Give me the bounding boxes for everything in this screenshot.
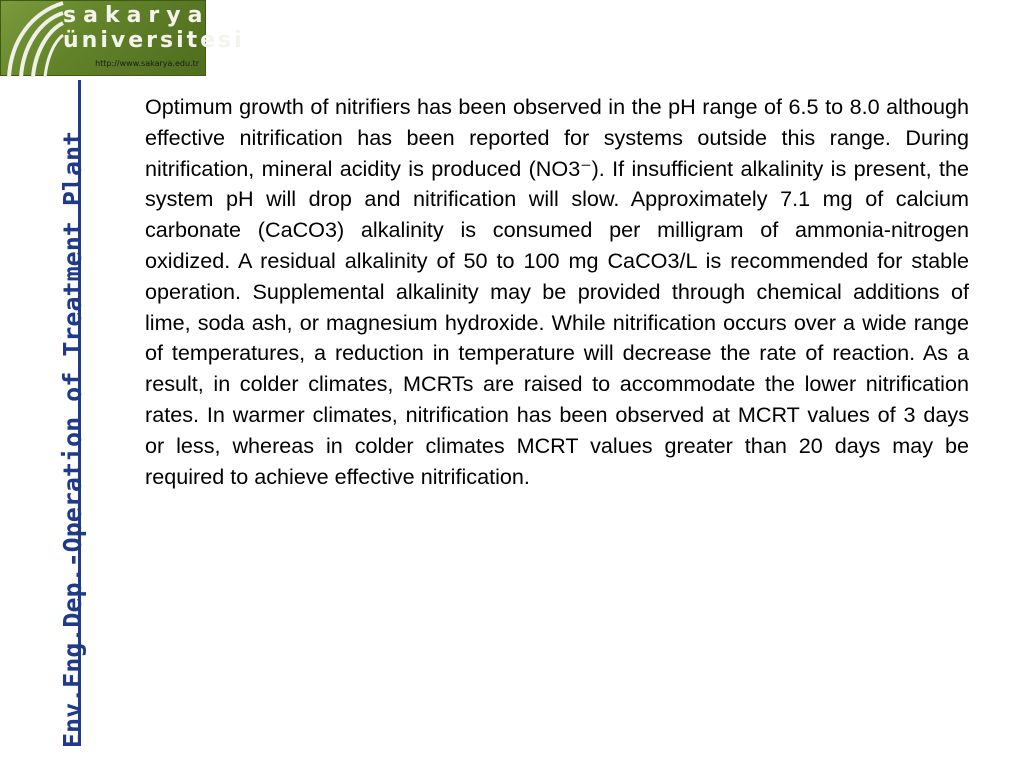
- logo-swoosh-icon: [1, 1, 63, 77]
- body-paragraph: Optimum growth of nitrifiers has been observed in the pH range of 6.5 to 8.0 although effective nitrification has been reported for systems outside this range. During nitrification, mineral acidity is produced (NO3⁻). If insufficient alkalinity is present, the system pH will drop and nitrification will slow. Approximately 7.1 mg of calcium carbonate (CaCO3) alkalinity is consumed per milligram of ammonia-nitrogen oxidized. A residual alkalinity of 50 to 100 mg CaCO3/L is recommended for stable operation. Supplemental alkalinity may be provided through chemical additions of lime, soda ash, or magnesium hydroxide. While nitrification occurs over a wide range of temperatures, a reduction in temperature will decrease the rate of reaction. As a result, in colder climates, MCRTs are raised to accommodate the lower nitrification rates. In warmer climates, nitrification has been observed at MCRT values of 3 days or less, whereas in colder climates MCRT values greater than 20 days may be required to achieve effective nitrification.: [145, 94, 969, 489]
- university-logo[interactable]: [0, 0, 245, 76]
- logo-subtitle: üniversitesi: [63, 28, 245, 53]
- logo-url: http://www.sakarya.edu.tr: [95, 59, 199, 68]
- logo-name: sakarya: [63, 3, 210, 28]
- side-title: Env.Eng.Dep.-Operation of Treatment Plant: [58, 130, 87, 748]
